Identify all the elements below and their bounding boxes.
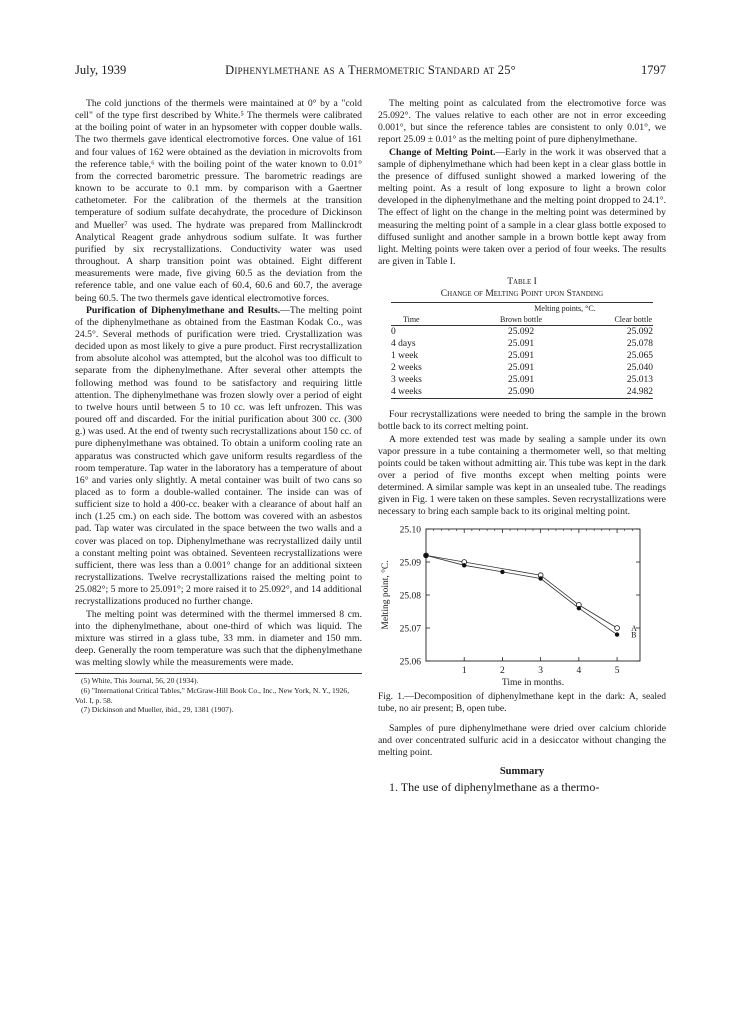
table-cell-brown: 25.091 bbox=[507, 339, 535, 350]
section-heading-change: Change of Melting Point. bbox=[389, 146, 496, 158]
series-point-B bbox=[424, 553, 428, 557]
paragraph-purification-text: —The melting point of the diphenylmethane as obtained from the Eastman Kodak Co., was 24.5°. Several methods of purification were tried. Crystallization was decided upon as most likely to give a pure product. First recrystallization from absolute alcohol was attempted, but the alcohol was too difficult to separate from the diphenylmethane. After several other attempts the following method was found to be satisfactory and requiring little attention. The diphenylmethane was frozen slowly over a period of eight to twelve hours until between 5 to 10 cc. was left unfrozen. This was poured off and discarded. For the initial purification about 300 cc. (300 g.) was used. At the end of twenty such recrystallizations about 150 cc. of pure diphenylmethane was obtained. To obtain a uniform cooling rate an apparatus was constructed which gave uniform results regardless of the room temperature. Tap water in the laboratory has a temperature of about 16° and varies only slightly. A metal container was built of two cans so placed as to form a double-walled container. The inside can was of sufficient size to hold a 400-cc. beaker with a clearance of about half an inch (1.25 cm.) on each side. The bottom was covered with an asbestos pad. Tap water was circulated in the space between the two walls and a cover was placed on top. Diphenylmethane was recrystallized daily until a constant melting point was obtained. Seventeen recrystallizations were sufficient, there was less than a 0.001° change for an additional sixteen recrystallizations. Twelve recrystallizations raised the melting point to 25.082°; 5 more to 25.091°; 2 more raised it to 25.092°, and 14 additional recrystallizations produced no further change. bbox=[75, 304, 362, 608]
series-point-B bbox=[501, 570, 505, 574]
header-date: July, 1939 bbox=[75, 63, 127, 77]
header-running-title: Diphenylmethane as a Thermometric Standard at 25° bbox=[225, 63, 516, 77]
page-header bbox=[75, 63, 666, 81]
summary-heading: Summary bbox=[499, 766, 545, 778]
table-cell-brown: 25.091 bbox=[507, 363, 535, 374]
series-point-B bbox=[462, 563, 466, 567]
y-tick-label: 25.06 bbox=[399, 657, 421, 668]
series-label-B: B bbox=[631, 630, 637, 640]
series-point-B bbox=[615, 632, 619, 636]
table-cell-time: 2 weeks bbox=[391, 363, 422, 374]
x-tick-label: 2 bbox=[500, 665, 505, 676]
table-cell-clear: 25.078 bbox=[626, 339, 653, 350]
table-cell-brown: 25.090 bbox=[507, 387, 535, 398]
table-row bbox=[391, 362, 653, 374]
table-row bbox=[391, 386, 653, 399]
plot-frame bbox=[426, 529, 640, 661]
paragraph-purification bbox=[75, 305, 362, 609]
paragraph-calculated-mp: The melting point as calculated from the electromotive force was 25.092°. The values relative to each other are not in error exceeding 0.001°, but since the reference tables are consistent to only 0.01°, we report 25.09 ± 0.01° as the melting point of pure diphenylmethane. bbox=[378, 98, 666, 146]
table-cell-brown: 25.091 bbox=[507, 375, 535, 386]
series-line-A bbox=[426, 555, 617, 628]
header-page-number: 1797 bbox=[641, 63, 666, 77]
section-heading-purification: Purification of Diphenylmethane and Results. bbox=[86, 304, 281, 316]
summary-item-1: 1. The use of diphenylmethane as a thermo- bbox=[389, 780, 600, 795]
paragraph-recrystallizations: Four recrystallizations were needed to bring the sample in the brown bottle back to its correct melting point. bbox=[378, 409, 666, 433]
x-tick-label: 5 bbox=[614, 665, 620, 676]
figure-1-chart bbox=[378, 521, 666, 689]
footnote-7: (7) Dickinson and Mueller, ibid., 29, 1381 (1907). bbox=[81, 705, 234, 715]
x-tick-label: 3 bbox=[538, 665, 544, 676]
table-cell-time: 3 weeks bbox=[391, 375, 422, 386]
right-column bbox=[378, 98, 666, 795]
table-cell-clear: 25.092 bbox=[626, 327, 653, 338]
table-cell-clear: 25.013 bbox=[626, 375, 653, 386]
table-row bbox=[391, 338, 653, 350]
table-col-clear: Clear bottle bbox=[614, 315, 652, 325]
paragraph-extended-test: A more extended test was made by sealing a sample under its own vapor pressure in a tube containing a thermometer well, so that melting points could be taken without admitting air. This tube was kept in the dark over a period of five months except when melting points were determined. A similar sample was kept in an unsealed tube. The readings given in Fig. 1 were taken on these samples. Seven recrystallizations were necessary to bring each sample back to its original melting point. bbox=[378, 433, 666, 518]
y-tick-label: 25.10 bbox=[399, 525, 421, 536]
table-cell-time: 1 week bbox=[391, 351, 419, 362]
paragraph-change-mp bbox=[378, 147, 666, 269]
table-cell-brown: 25.092 bbox=[507, 327, 535, 338]
footnotes bbox=[75, 673, 362, 714]
table-melting-points bbox=[391, 302, 653, 399]
paragraph-melting-determination: The melting point was determined with the thermel immersed 8 cm. into the diphenylmethane, about one-third of which was liquid. The mixture was stirred in a glass tube, 33 mm. in diameter and 150 mm. deep. Generally the room temperature was such that the diphenylmethane was melting slowly while the measurements were made. bbox=[75, 608, 362, 669]
y-tick-label: 25.09 bbox=[399, 558, 421, 569]
x-axis-label: Time in months. bbox=[501, 677, 565, 688]
series-point-A bbox=[615, 625, 620, 630]
table-row bbox=[391, 326, 653, 339]
table-cell-clear: 24.982 bbox=[626, 387, 653, 398]
x-tick-label: 4 bbox=[576, 665, 582, 676]
series-point-B bbox=[539, 576, 543, 580]
table-col-brown: Brown bottle bbox=[500, 315, 542, 325]
series-label-A: A bbox=[631, 623, 637, 633]
y-tick-label: 25.08 bbox=[399, 591, 421, 602]
left-column bbox=[75, 98, 362, 715]
series-point-B bbox=[577, 606, 581, 610]
x-tick-label: 1 bbox=[461, 665, 467, 676]
y-tick-label: 25.07 bbox=[399, 624, 421, 635]
table-row bbox=[391, 350, 653, 362]
table-cell-time: 0 bbox=[391, 327, 396, 338]
y-axis-label: Melting point, °C. bbox=[381, 559, 391, 630]
table-cell-brown: 25.091 bbox=[507, 351, 535, 362]
footnote-6: (6) "International Critical Tables," McGraw-Hill Book Co., Inc., New York, N. Y., 1926, Vol. I, p. 58. bbox=[75, 685, 350, 705]
table-cell-time: 4 days bbox=[391, 339, 416, 350]
table-cell-clear: 25.040 bbox=[626, 363, 653, 374]
footnote-5: (5) White, This Journal, 56, 20 (1934). bbox=[81, 676, 199, 686]
figure-caption: Fig. 1.—Decomposition of diphenylmethane kept in the dark: A, sealed tube, no air present; B, open tube. bbox=[378, 691, 666, 714]
paragraph-change-text: —Early in the work it was observed that a sample of diphenylmethane which had been kept in a clear glass bottle in the presence of diffused sunlight showed a marked lowering of the melting point. As a result of long exposure to light a brown color developed in the diphenylmethane and the melting point dropped to 24.1°. The effect of light on the change in the melting point was determined by measuring the melting point of a sample in a clear glass bottle exposed to diffused sunlight and another sample in a brown bottle kept away from light. Melting points were taken over a period of four weeks. The results are given in Table I. bbox=[378, 146, 666, 268]
table-label: Table I bbox=[507, 277, 537, 288]
paragraph-drying: Samples of pure diphenylmethane were dried over calcium chloride and over concentrated sulfuric acid in a desiccator without changing the melting point. bbox=[378, 722, 666, 758]
table-row bbox=[391, 374, 653, 386]
table-col-time: Time bbox=[403, 315, 420, 325]
paragraph-thermels: The cold junctions of the thermels were maintained at 0° by a "cold cell" of the type first described by White.⁵ The thermels were calibrated at the boiling point of water in an hypsometer with copper double walls. The two thermels gave identical electromotive forces. One value of 161 and four values of 162 were obtained as the deviation in microvolts from the reference table,⁶ with the boiling point of the water known to 0.01° from the corrected barometric pressure. The barometric readings are known to be accurate to 0.1 mm. by comparison with a Gaertner cathetometer. For the calibration of the thermels at the transition temperature of sodium sulfate decahydrate, the procedure of Dickinson and Mueller⁷ was used. The hydrate was prepared from Mallinckrodt Analytical Reagent grade anhydrous sodium sulfate. It was further purified by six recrystallizations. Conductivity water was used throughout. A sharp transition point was obtained. Eight different measurements were made, five giving 60.5 as the deviation from the reference table, and one value each of 60.4, 60.6 and 60.7, the average being 60.5. The two thermels gave identical electromotive forces. bbox=[75, 98, 362, 304]
table-group-header: Melting points, °C. bbox=[534, 304, 596, 314]
figure-1 bbox=[378, 521, 666, 689]
table-cell-clear: 25.065 bbox=[626, 351, 653, 362]
table-cell-time: 4 weeks bbox=[391, 387, 422, 398]
series-line-B bbox=[426, 555, 617, 634]
table-title: Change of Melting Point upon Standing bbox=[440, 289, 604, 300]
